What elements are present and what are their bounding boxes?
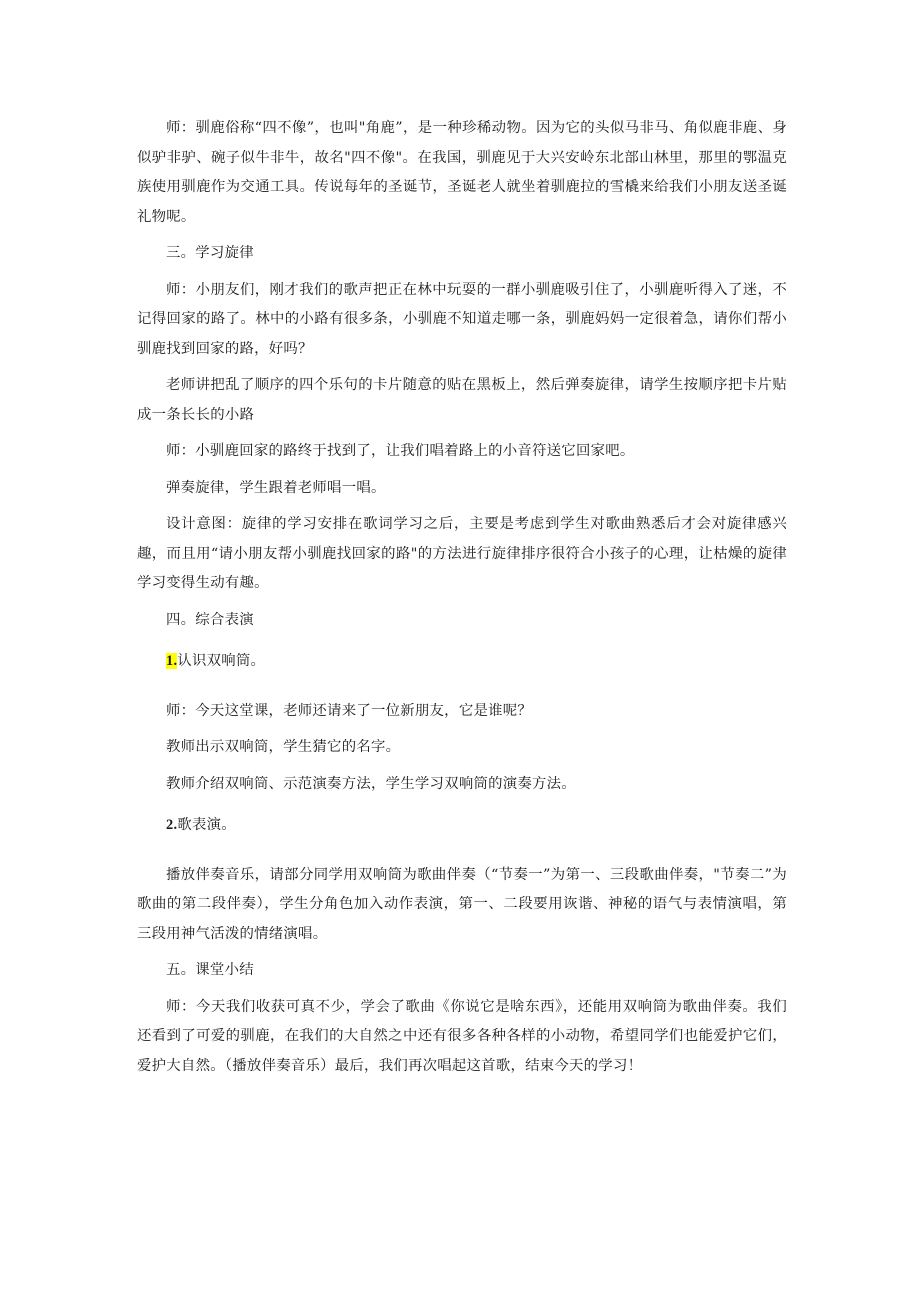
paragraph-introduce-instrument: 教师介绍双响筒、示范演奏方法，学生学习双响筒的演奏方法。 (166, 775, 576, 792)
section-heading-summary: 五。课堂小结 (166, 962, 254, 978)
list-item-1 (137, 647, 787, 677)
document-body (137, 114, 787, 1081)
paragraph-design-intent: 设计意图：旋律的学习安排在歌词学习之后，主要是考虑到学生对歌曲熟悉后才会对旋律感兴趣，而且用“请小朋友帮小驯鹿找回家的路"的方法进行旋律排序很符合小孩子的心理，让枯燥的旋律学习变得生动有趣。 (137, 516, 787, 591)
paragraph-play-melody: 弹奏旋律，学生跟着老师唱一唱。 (166, 479, 386, 496)
paragraph-new-friend: 师：今天这堂课，老师还请来了一位新朋友，它是谁呢？ (166, 702, 533, 719)
list-item-2-text: 歌表演。 (177, 817, 236, 833)
section-heading-learn-melody: 三。学习旋律 (166, 245, 254, 261)
list-item-1-text: 认识双响筒。 (177, 653, 266, 669)
section-heading-performance: 四。综合表演 (166, 611, 254, 628)
list-item-2 (137, 811, 787, 841)
paragraph-teacher-way-home: 师：小驯鹿回家的路终于找到了，让我们唱着路上的小音符送它回家吧。 (166, 443, 635, 459)
paragraph-melody-cards: 老师讲把乱了顺序的四个乐句的卡片随意的贴在黑板上，然后弹奏旋律，请学生按顺序把卡片贴成一条长长的小路 (137, 377, 787, 423)
paragraph-accompaniment: 播放伴奏音乐，请部分同学用双响筒为歌曲伴奏（“节奏一”为第一、三段歌曲伴奏，"节奏二”为歌曲的第二段伴奏），学生分角色加入动作表演，第一、二段要用诙谐、神秘的语气与表情演唱，第三段用神气活泼的情绪演唱。 (137, 866, 787, 942)
list-number-2: 2. (166, 817, 178, 833)
list-number-1: 1. (166, 653, 178, 669)
paragraph-reindeer-intro: 师：驯鹿俗称“四不像”，也叫"角鹿”，是一种珍稀动物。因为它的头似马非马、角似鹿非鹿、身似驴非驴、碗子似牛非牛，故名"四不像"。在我国，驯鹿见于大兴安岭东北部山林里，那里的鄂温克族使用驯鹿作为交通工具。传说每年的圣诞节，圣诞老人就坐着驯鹿拉的雪橇来给我们小朋友送圣诞礼物呢。 (137, 120, 787, 225)
paragraph-teacher-lost-reindeer: 师：小朋友们，刚才我们的歌声把正在林中玩耍的一群小驯鹿吸引住了，小驯鹿听得入了迷，不记得回家的路了。林中的小路有很多条，小驯鹿不知道走哪一条，驯鹿妈妈一定很着急，请你们帮小驯鹿找到回家的路，好吗？ (137, 281, 787, 357)
paragraph-summary: 师：今天我们收获可真不少，学会了歌曲《你说它是啥东西》，还能用双响筒为歌曲伴奏。我们还看到了可爱的驯鹿，在我们的大自然之中还有很多各种各样的小动物，希望同学们也能爱护它们，爱护大自然。（播放伴奏音乐）最后，我们再次唱起这首歌，结束今天的学习！ (137, 998, 787, 1074)
paragraph-show-instrument: 教师出示双响筒，学生猜它的名字。 (166, 739, 401, 755)
